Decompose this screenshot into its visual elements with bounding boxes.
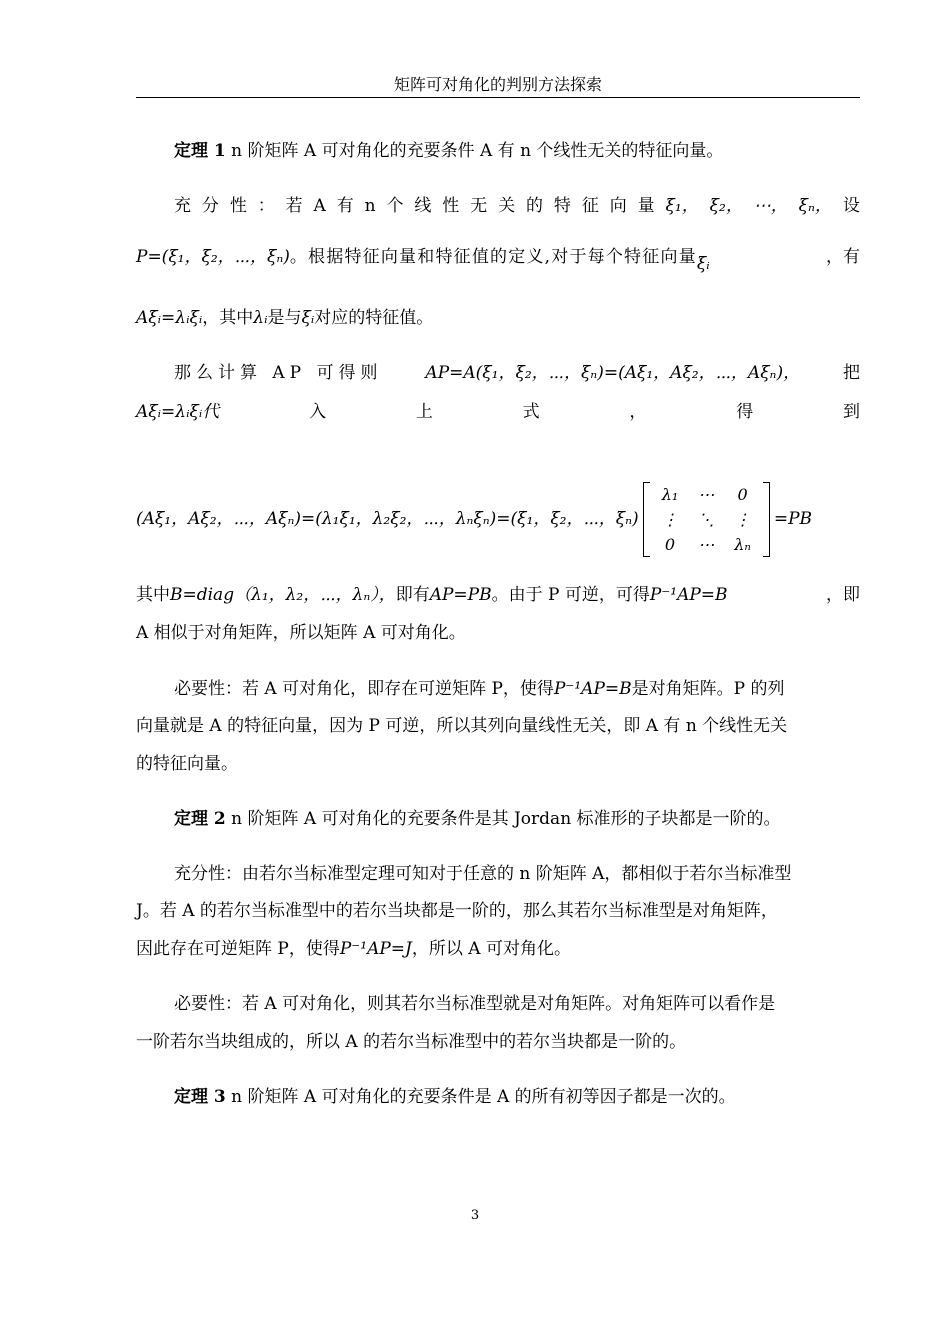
p-inv-ap-eq-b-2: P⁻¹AP=B: [553, 679, 632, 699]
word: ：: [257, 196, 275, 216]
word: 征: [581, 196, 599, 216]
matrix-cell: ⋮: [734, 509, 751, 529]
theorem-1: [136, 138, 860, 164]
matrix-cell: ⋯: [698, 534, 715, 554]
word: 有: [336, 196, 354, 216]
word: ，: [629, 402, 647, 422]
word: 性: [442, 196, 460, 216]
conclusion-1-line-1: [136, 582, 860, 608]
diagonal-matrix: [643, 482, 770, 557]
word: 分: [201, 196, 219, 216]
word: 性: [229, 196, 247, 216]
matrix-cell: λ₁: [661, 484, 679, 504]
word: A: [313, 196, 326, 216]
word: 若: [285, 196, 303, 216]
p-inv-ap-eq-b: P⁻¹AP=B: [649, 585, 728, 605]
word: ⋯，: [753, 196, 788, 216]
sufficiency-2-line-2: J。若 A 的若尔当标准型中的若尔当块都是一阶的，那么其若尔当标准型是对角矩阵，: [136, 901, 778, 921]
word: 入: [309, 402, 327, 422]
theorem-3: [136, 1084, 860, 1110]
necessity-1-line-1: [136, 676, 860, 702]
necessity-1-line-2: 向量就是 A 的特征向量，因为 P 可逆，所以其列向量线性无关，即 A 有 n 个线性无关: [136, 716, 788, 736]
necessity-1-line-3: 的特征向量。: [136, 754, 238, 774]
word: ξ₂，: [709, 196, 743, 216]
necessity-1-text-c: 是对角矩阵。P 的列: [631, 679, 785, 699]
sufficiency-1-text: 。根据特征向量和特征值的定义,对于每个特征向量: [289, 247, 697, 267]
theorem-2-text: n 阶矩阵 A 可对角化的充要条件是其 Jordan 标准形的子块都是一阶的。: [225, 809, 781, 829]
text-is: 是与: [267, 308, 302, 328]
word: 特: [553, 196, 571, 216]
matrix-equation-right: =PB: [773, 509, 813, 529]
necessity-1-text-a: 必要性：若 A 可对角化，即存在可逆矩阵 P，使得: [174, 679, 554, 699]
word: 个: [386, 196, 404, 216]
word: 充: [174, 196, 191, 216]
sufficiency-2-text-a: 因此存在可逆矩阵 P，使得: [136, 939, 340, 959]
word: Aξᵢ=λᵢξᵢ代: [136, 402, 220, 422]
text-ji: ，即: [826, 585, 860, 605]
matrix-cell: 0: [664, 534, 676, 554]
p-definition: P=(ξ₁，ξ₂，⋯，ξₙ): [136, 247, 290, 267]
word: 到: [842, 402, 860, 422]
text-qizhong: 其中: [136, 585, 170, 605]
sufficiency-2-text-c: ，所以 A 可对角化。: [411, 939, 571, 959]
page-number: 3: [470, 1208, 480, 1223]
matrix-cell: 0: [737, 484, 748, 504]
necessity-2-line-1: 必要性：若 A 可对角化，则其若尔当标准型就是对角矩阵。对角矩阵可以看作是: [174, 994, 776, 1014]
text-jiyou: 即有: [395, 585, 430, 605]
word: 线: [414, 196, 432, 216]
p-inv-ap-eq-j: P⁻¹AP=J: [339, 939, 412, 959]
necessity-2-line-2: 一阶若尔当块组成的，所以 A 的若尔当标准型中的若尔当块都是一阶的。: [136, 1032, 687, 1052]
word: 得: [736, 402, 754, 422]
lambda-i: λᵢ: [253, 308, 268, 328]
matrix-cell: λₙ: [734, 534, 751, 554]
header-rule: [136, 97, 860, 98]
text-eigenvalue: 对应的特征值。: [314, 308, 434, 328]
theorem-2: [136, 806, 860, 832]
xi-i-2: ξᵢ: [301, 308, 315, 328]
sufficiency-2-line-3: [136, 936, 860, 962]
word: 向: [609, 196, 627, 216]
word: 式: [522, 402, 540, 422]
word: ξ₁，: [665, 196, 699, 216]
word: 无: [470, 196, 488, 216]
text-where: ，其中: [202, 308, 254, 328]
word: 量: [637, 196, 655, 216]
word: ξₙ，: [798, 196, 832, 216]
text-invertible: 。由于 P 可逆，可得: [491, 585, 650, 605]
calculation-tail: 把: [842, 363, 860, 383]
sufficiency-1-line-1: [136, 193, 860, 219]
sufficiency-1-line-3: [136, 305, 860, 331]
xi-i: ξᵢ: [696, 254, 710, 274]
running-header: 矩阵可对角化的判别方法探索: [393, 75, 602, 94]
sufficiency-2-line-1: 充分性：由若尔当标准型定理可知对于任意的 n 阶矩阵 A，都相似于若尔当标准型: [174, 864, 792, 884]
word: 设: [842, 196, 860, 216]
theorem-1-label: 定理 1: [174, 141, 226, 161]
word: 上: [415, 402, 433, 422]
eigen-equation: Aξᵢ=λᵢξᵢ: [136, 308, 203, 328]
calculation-line-1: [136, 360, 860, 386]
matrix-equation: [136, 474, 896, 564]
word: 的: [526, 196, 544, 216]
ap-equation: AP=A(ξ₁，ξ₂，⋯，ξₙ)=(Aξ₁，Aξ₂，⋯，Aξₙ)，: [425, 363, 801, 383]
sufficiency-1-line-2: [136, 244, 860, 274]
word: n: [364, 196, 376, 216]
calculation-intro: 那么计算 AP 可得则: [174, 363, 383, 383]
theorem-3-text: n 阶矩阵 A 可对角化的充要条件是 A 的所有初等因子都是一次的。: [225, 1087, 736, 1107]
calculation-line-2: [136, 399, 860, 425]
ap-eq-pb: AP=PB: [429, 585, 492, 605]
theorem-2-label: 定理 2: [174, 809, 226, 829]
matrix-cell: ⋯: [698, 484, 715, 504]
conclusion-1-line-2: A 相似于对角矩阵，所以矩阵 A 可对角化。: [136, 623, 466, 643]
matrix-equation-left: (Aξ₁，Aξ₂，⋯，Aξₙ)=(λ₁ξ₁，λ₂ξ₂，⋯，λₙξₙ)=(ξ₁，ξ₂，⋯，ξₙ): [136, 509, 639, 529]
word: 关: [498, 196, 516, 216]
theorem-3-label: 定理 3: [174, 1087, 226, 1107]
matrix-cell: ⋱: [698, 509, 715, 529]
theorem-1-text: n 阶矩阵 A 可对角化的充要条件 A 有 n 个线性无关的特征向量。: [225, 141, 724, 161]
sufficiency-1-you: ，有: [826, 247, 860, 267]
matrix-cell: ⋮: [661, 509, 678, 529]
b-diag: B=diag（λ₁，λ₂，⋯，λₙ），: [170, 585, 396, 605]
